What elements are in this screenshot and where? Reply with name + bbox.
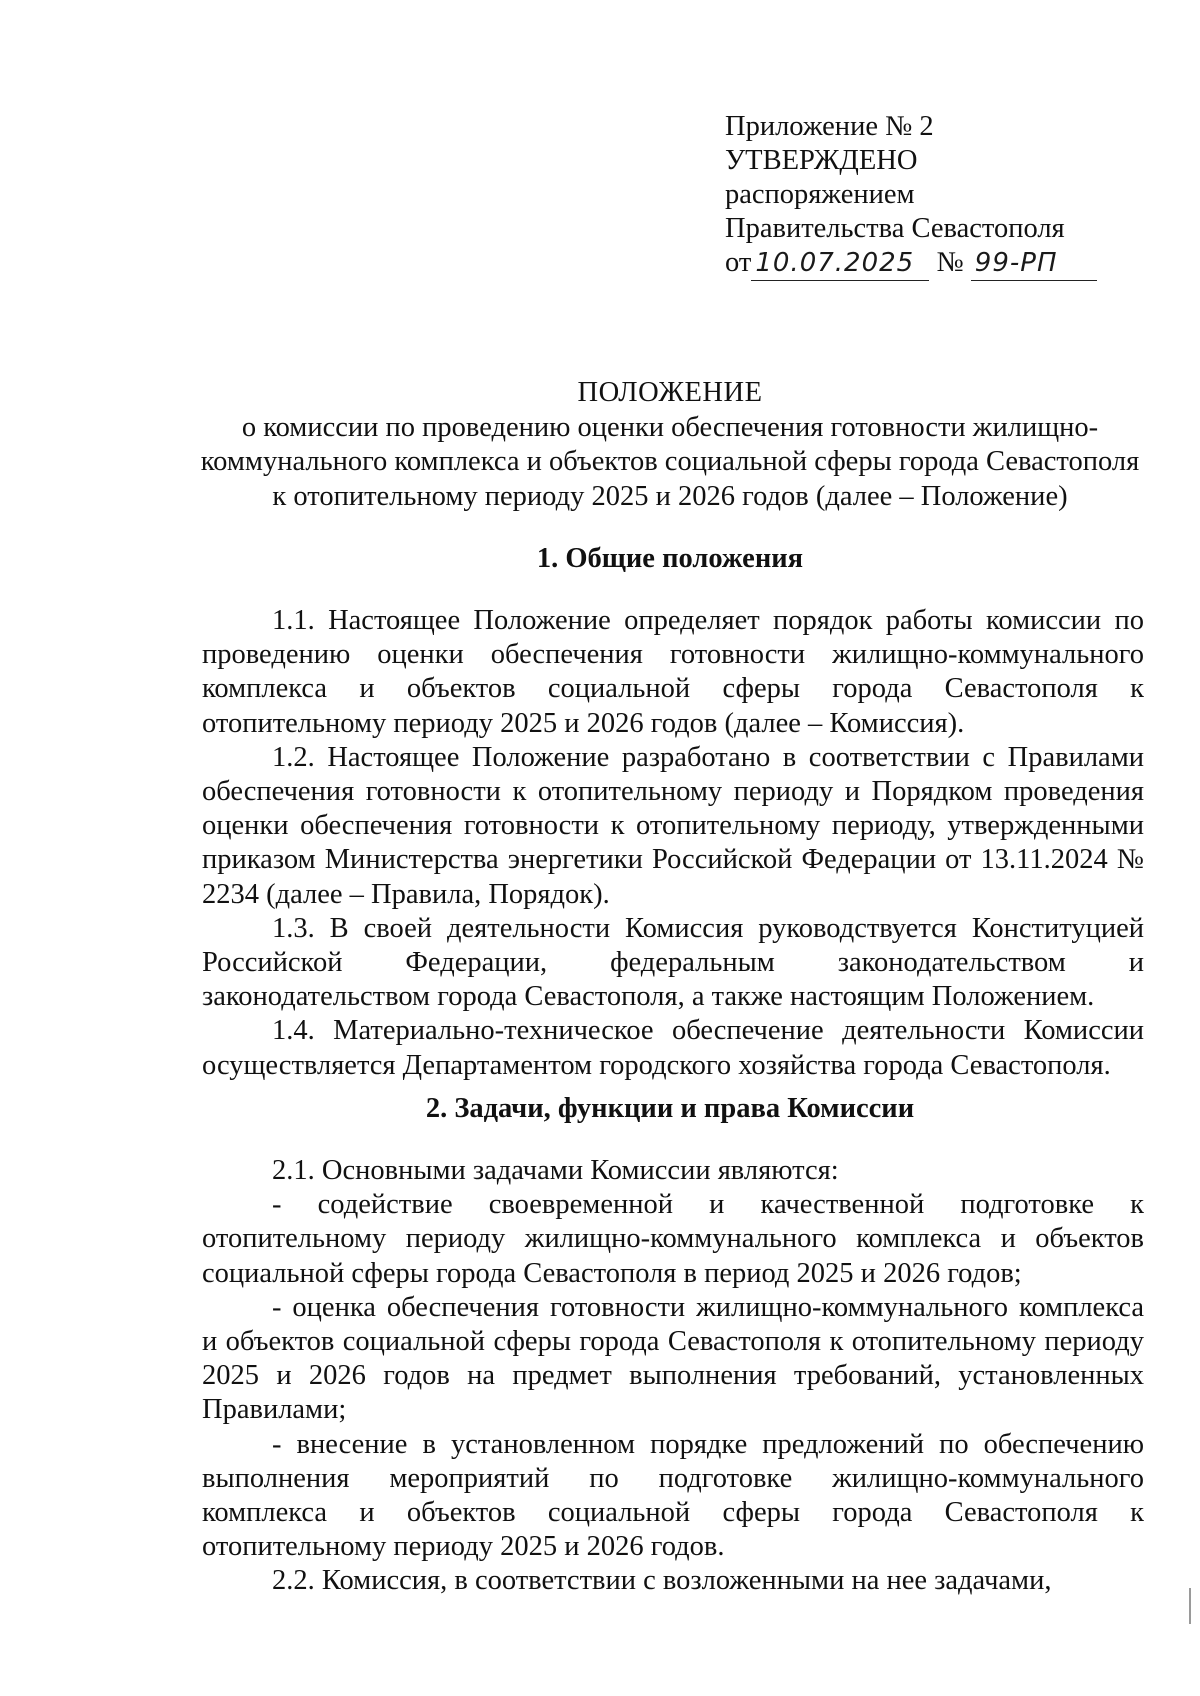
section-2-heading: 2. Задачи, функции и права Комиссии: [425, 1093, 915, 1124]
title-line-1: о комиссии по проведению оценки обеспечения готовности жилищно-: [241, 411, 1099, 443]
number-label: №: [936, 247, 964, 278]
approved-label: УТВЕРЖДЕНО: [725, 145, 918, 176]
from-label: от: [725, 247, 752, 278]
government-label: Правительства Севастополя: [725, 213, 1065, 244]
task-item-1: - содействие своевременной и качественной подготовке к отопительному периоду жилищно-коммунального комплекса и объектов социальной сферы города Севастополя в период 2025 и 2026 годов;: [202, 1189, 1144, 1289]
scan-edge-mark: [1189, 1588, 1191, 1624]
title-line-3: к отопительному периоду 2025 и 2026 годов (далее – Положение): [272, 480, 1068, 512]
order-label: распоряжением: [725, 179, 915, 210]
paragraph-1-4: 1.4. Материально-техническое обеспечение деятельности Комиссии осуществляется Департаментом городского хозяйства города Севастополя.: [202, 1015, 1144, 1081]
date-number-line: [725, 246, 1165, 281]
paragraph-1-2: 1.2. Настоящее Положение разработано в соответствии с Правилами обеспечения готовности к отопительному периоду и Порядком проведения оценки обеспечения готовности к отопительному периоду, утвержденными приказом Министерства энергетики Российской Федерации от 13.11.2024 № 2234 (далее – Правила, Порядок).: [202, 741, 1144, 910]
handwritten-number: 99-РП: [971, 246, 1097, 281]
section-2-body: [202, 1154, 1144, 1599]
handwritten-date: 10.07.2025: [751, 246, 929, 281]
task-item-2: - оценка обеспечения готовности жилищно-коммунального комплекса и объектов социальной сферы города Севастополя к отопительному периоду 2025 и 2026 годов на предмет выполнения требований, установленных Правилами;: [202, 1291, 1144, 1426]
document-title: ПОЛОЖЕНИЕ: [577, 377, 763, 408]
document-title-block: [195, 376, 1145, 514]
appendix-number: Приложение № 2: [725, 111, 934, 142]
paragraph-2-2: 2.2. Комиссия, в соответствии с возложенными на нее задачами,: [272, 1565, 1052, 1597]
task-item-3: - внесение в установленном порядке предложений по обеспечению выполнения мероприятий по подготовке жилищно-коммунального комплекса и объектов социальной сферы города Севастополя к отопительному периоду 2025 и 2026 годов.: [202, 1428, 1144, 1563]
section-1-heading: 1. Общие положения: [536, 543, 804, 574]
paragraph-1-1: 1.1. Настоящее Положение определяет порядок работы комиссии по проведению оценки обеспечения готовности жилищно-коммунального комплекса и объектов социальной сферы города Севастополя к отопительному периоду 2025 и 2026 годов (далее – Комиссия).: [202, 605, 1144, 739]
section-1-body: [202, 604, 1144, 1083]
paragraph-1-3: 1.3. В своей деятельности Комиссия руководствуется Конституцией Российской Федерации, федеральным законодательством и законодательством города Севастополя, а также настоящим Положением.: [202, 912, 1144, 1013]
title-line-2: коммунального комплекса и объектов социальной сферы города Севастополя: [200, 446, 1140, 477]
paragraph-2-1: 2.1. Основными задачами Комиссии являются:: [272, 1155, 839, 1186]
approval-stamp-block: [725, 110, 1165, 281]
